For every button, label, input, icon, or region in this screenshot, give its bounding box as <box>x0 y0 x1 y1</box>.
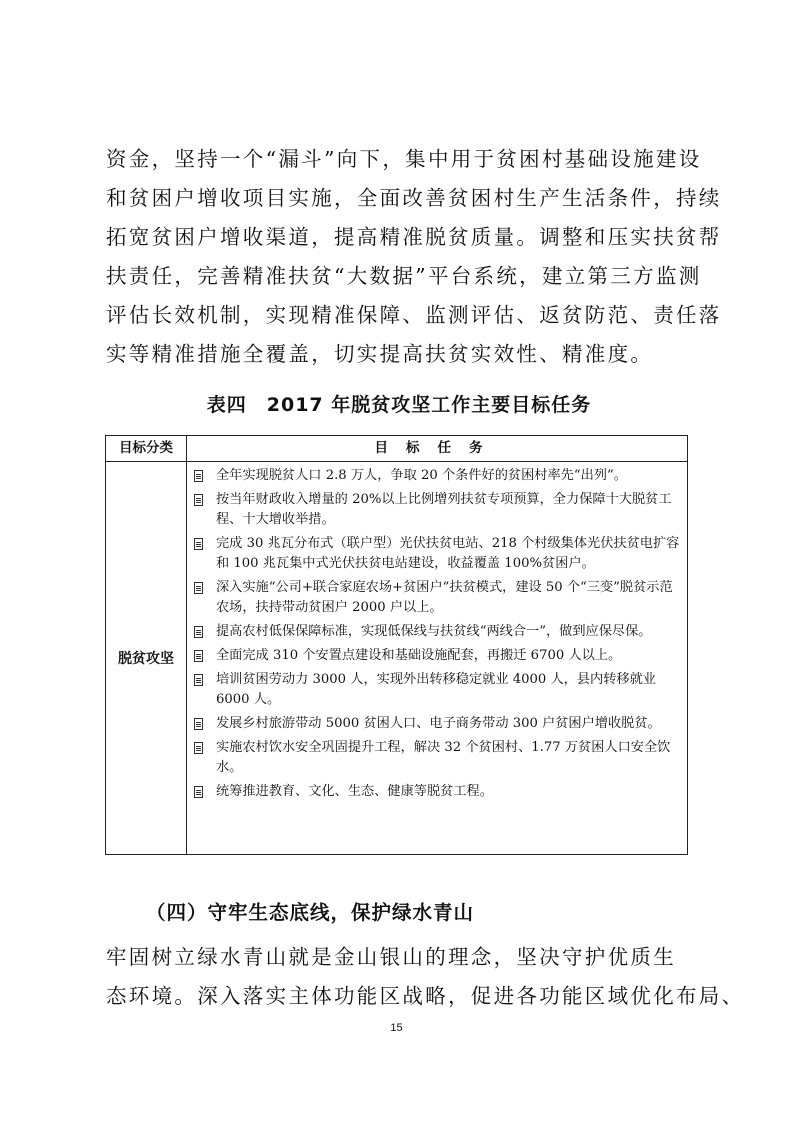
document-icon <box>194 470 203 482</box>
document-icon <box>194 494 203 506</box>
body-paragraph-2 <box>106 938 745 1016</box>
goal-item-text: 按当年财政收入增量的 20%以上比例增列扶贫专项预算，全力保障十大脱贫工程、十大增收举措。 <box>216 492 672 527</box>
table-title: 表四 2017 年脱贫攻坚工作主要目标任务 <box>206 394 592 416</box>
goal-item-text: 全年实现脱贫人口 2.8 万人，争取 20 个条件好的贫困村率先“出列”。 <box>216 468 627 483</box>
document-icon <box>194 626 203 638</box>
goal-item-text: 完成 30 兆瓦分布式（联户型）光伏扶贫电站、218 个村级集体光伏扶贫电扩容和 100 兆瓦集中式光伏扶贫电站建设，收益覆盖 100%贫困户。 <box>216 536 680 571</box>
goal-item <box>192 782 681 802</box>
goal-item <box>192 622 681 642</box>
document-icon <box>194 674 203 686</box>
header-goals: 目标任务 <box>374 440 501 456</box>
text-line: 实等精准措施全覆盖，切实提高扶贫实效性、精准度。 <box>106 342 654 366</box>
text-line: 拓宽贫困户增收渠道，提高精准脱贫质量。调整和压实扶贫帮 <box>106 225 722 249</box>
section-heading: （四）守牢生态底线，保护绿水青山 <box>146 901 475 924</box>
goal-item-text: 发展乡村旅游带动 5000 贫困人口、电子商务带动 300 户贫困户增收脱贫。 <box>216 716 661 731</box>
header-category: 目标分类 <box>119 440 173 456</box>
document-icon <box>194 786 203 798</box>
goal-item-text: 全面完成 310 个安置点建设和基础设施配套，再搬迁 6700 人以上。 <box>216 648 622 663</box>
goal-item-text: 深入实施“公司+联合家庭农场+贫困户”扶贫模式，建设 50 个“三变”脱贫示范农场，扶持带动贫困户 2000 户以上。 <box>216 580 673 615</box>
goal-item-text: 统筹推进教育、文化、生态、健康等脱贫工程。 <box>216 784 493 799</box>
goal-item <box>192 466 681 486</box>
table-header-row <box>106 436 687 462</box>
document-icon <box>194 742 203 754</box>
text-line: 态环境。深入落实主体功能区战略，促进各功能区域优化布局、 <box>106 984 745 1008</box>
goal-item <box>192 714 681 734</box>
goal-item <box>192 738 681 778</box>
goal-item-text: 提高农村低保保障标准，实现低保线与扶贫线“两线合一”，做到应保尽保。 <box>216 624 652 639</box>
document-icon <box>194 582 203 594</box>
text-line: 资金，坚持一个“漏斗”向下，集中用于贫困村基础设施建设 <box>106 147 702 171</box>
goal-table <box>105 435 688 855</box>
column-divider <box>186 436 187 854</box>
body-paragraph-1 <box>106 140 722 374</box>
document-icon <box>194 650 203 662</box>
goal-list <box>192 466 681 806</box>
document-icon <box>194 718 203 730</box>
goal-item-text: 培训贫困劳动力 3000 人，实现外出转移稳定就业 4000 人，县内转移就业 6000 人。 <box>216 672 656 707</box>
goal-item-text: 实施农村饮水安全巩固提升工程，解决 32 个贫困村、1.77 万贫困人口安全饮水。 <box>216 740 671 775</box>
text-line: 牢固树立绿水青山就是金山银山的理念，坚决守护优质生 <box>106 945 676 969</box>
goal-item <box>192 578 681 618</box>
goal-item <box>192 490 681 530</box>
category-cell: 脱贫攻坚 <box>118 651 174 667</box>
document-icon <box>194 538 203 550</box>
goal-item <box>192 646 681 666</box>
text-line: 评估长效机制，实现精准保障、监测评估、返贫防范、责任落 <box>106 303 722 327</box>
text-line: 和贫困户增收项目实施，全面改善贫困村生产生活条件，持续 <box>106 186 722 210</box>
page-number: 15 <box>390 1022 403 1034</box>
goal-item <box>192 534 681 574</box>
text-line: 扶责任，完善精准扶贫“大数据”平台系统，建立第三方监测 <box>106 264 702 288</box>
goal-item <box>192 670 681 710</box>
